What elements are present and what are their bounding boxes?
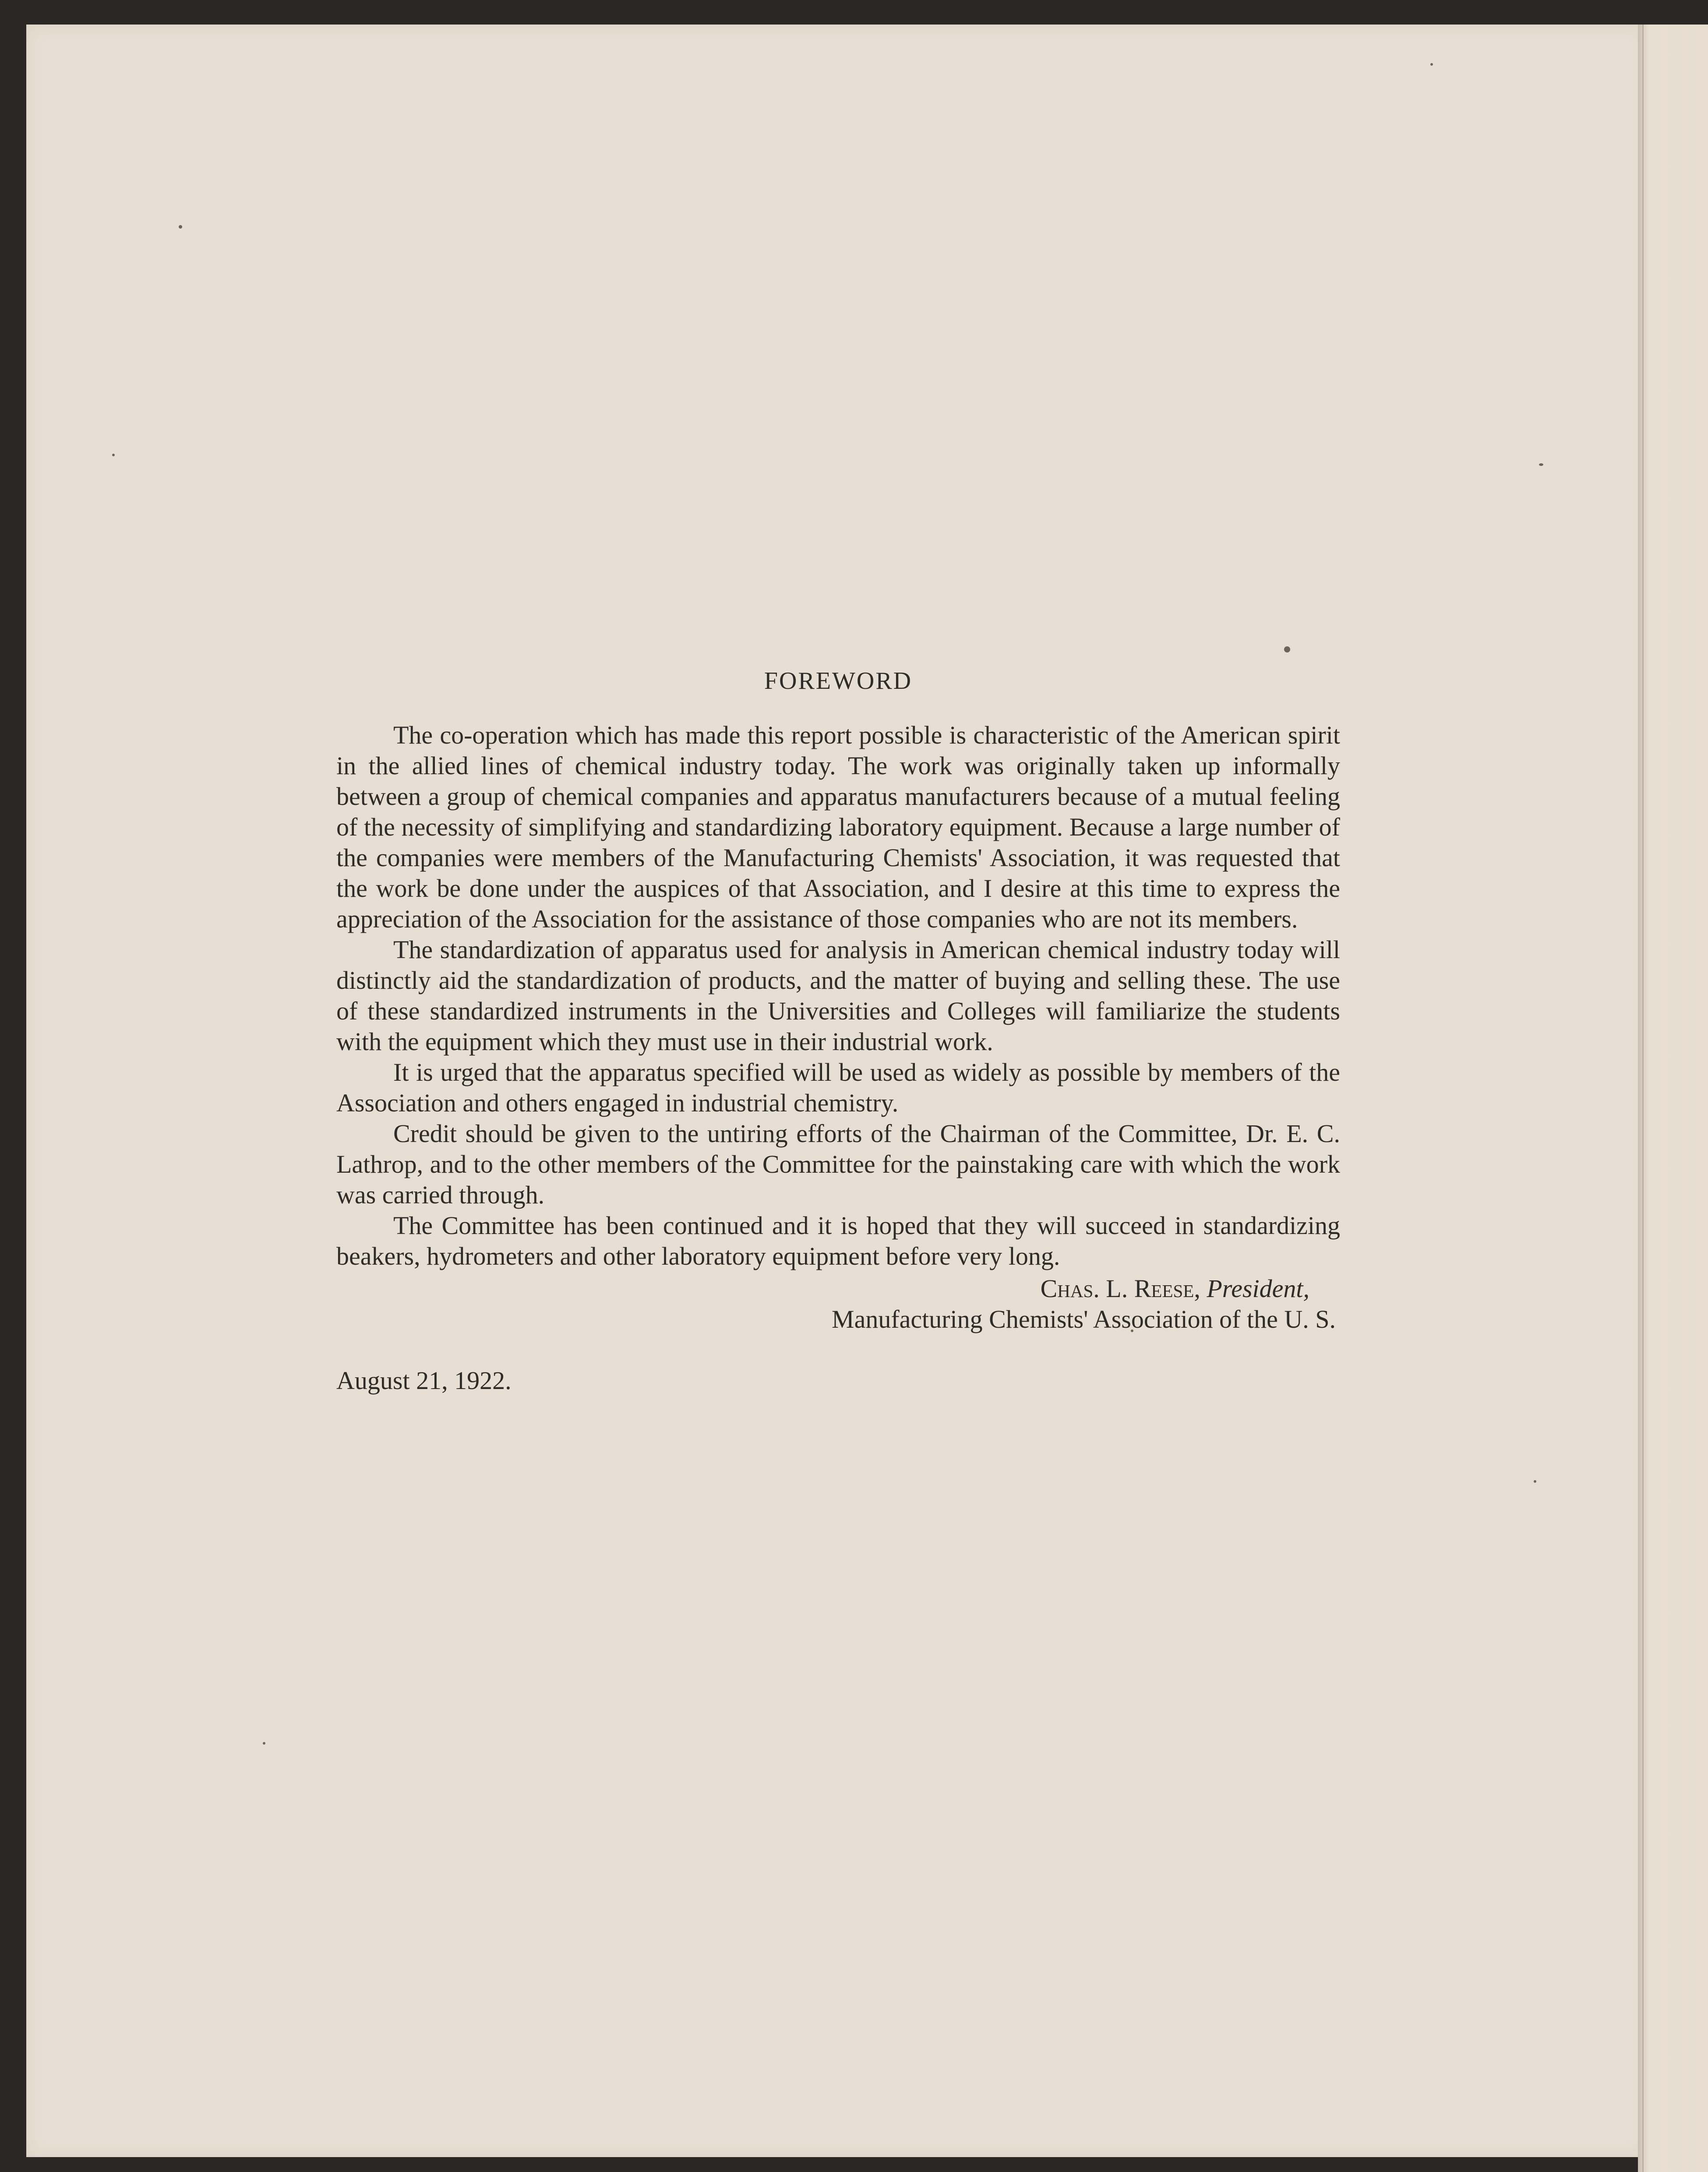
foreword-paragraph-5: The Committee has been continued and it is hoped that they will succeed in standardizing beakers, hydrometers and other laboratory equipment before very long. [336,1211,1340,1270]
foreword-paragraph-2: The standardization of apparatus used for analysis in American chemical industry today will distinctly aid the standardization of products, and the matter of buying and selling these. The use of these standardized instruments in the Universities and Colleges will familiarize the students with the equipment which they must use in their industrial work. [336,935,1340,1056]
signatory-title: President, [1207,1274,1309,1303]
foreword-paragraph-4: Credit should be given to the untiring efforts of the Chairman of the Committee, Dr. E. C. Lathrop, and to the other members of the Committee for the painstaking care with which the work was carried through. [336,1119,1340,1209]
foreword-date: August 21, 1922. [336,1366,512,1395]
signatory-organization: Manufacturing Chemists' Association of the U. S. [832,1305,1336,1333]
signature-line [336,1273,1309,1304]
paper-speck [112,454,115,456]
paper-speck [179,225,182,229]
paper-speck [1539,463,1543,466]
paper-speck [1284,646,1290,652]
adjacent-page-edge [1638,25,1708,2172]
paper-speck [1534,1480,1536,1483]
signature-block [336,1273,1340,1335]
paper-speck [1430,63,1433,66]
foreword-paragraph-3: It is urged that the apparatus specified will be used as widely as possible by members of the Association and others engaged in industrial chemistry. [336,1058,1340,1117]
paper-speck [263,1742,265,1745]
foreword-paragraph-1: The co-operation which has made this report possible is characteristic of the American spirit in the allied lines of chemical industry today. The work was originally taken up informally between a group of chemical companies and apparatus manufacturers because of a mutual feeling of the necessity of simplifying and standardizing laboratory equipment. Because a large number of the companies were members of the Manufacturing Chemists' Association, it was requested that the work be done under the auspices of that Association, and I desire at this time to express the appreciation of the Association for the assistance of those companies who are not its members. [336,721,1340,933]
signatory-name: Chas. L. Reese, [1040,1274,1200,1303]
foreword-text-block [336,666,1340,1396]
foreword-heading: FOREWORD [764,667,913,695]
page-fold-line [1642,25,1644,2172]
